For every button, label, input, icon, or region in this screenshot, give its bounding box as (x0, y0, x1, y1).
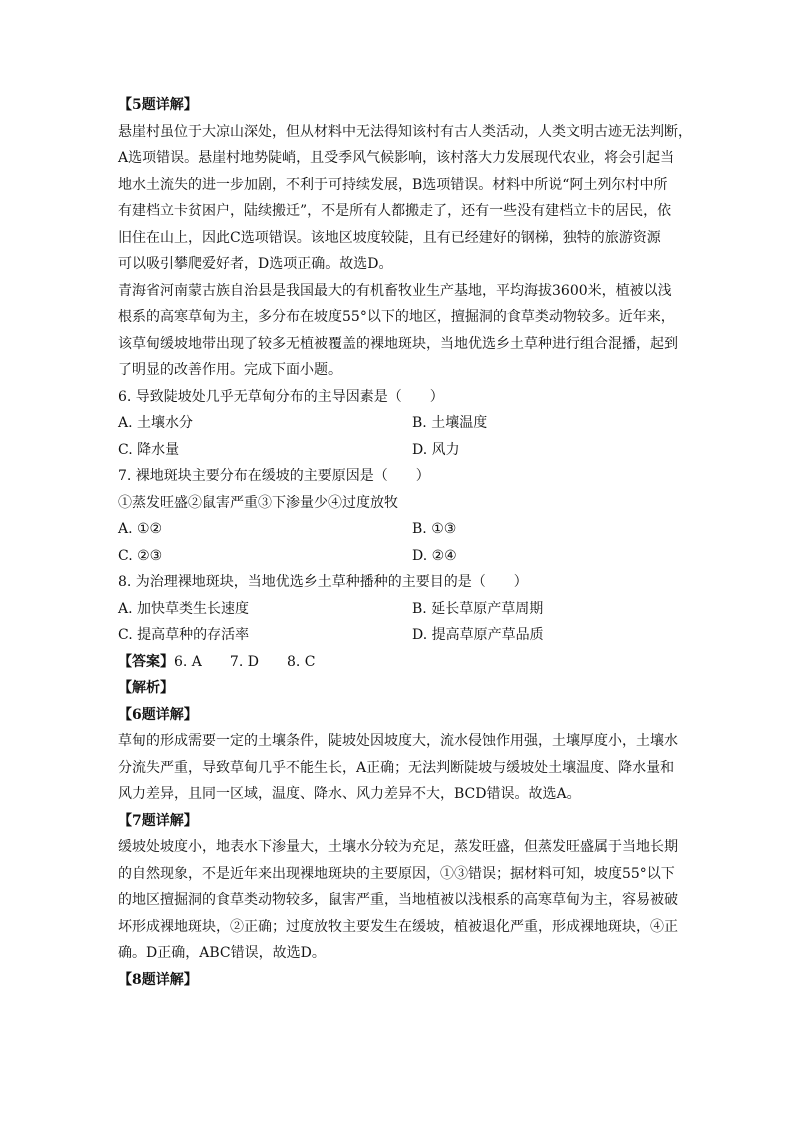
question-stem: 7. 裸地斑块主要分布在缓坡的主要原因是（ ） (118, 468, 430, 484)
section-8-explanation (118, 967, 680, 994)
option-b: B. ①③ (412, 521, 457, 537)
question-6 (118, 384, 680, 464)
option-a: A. 土壤水分 (118, 415, 194, 431)
text-line: A选项错误。悬崖村地势陡峭，且受季风气候影响，该村落大力发展现代农业，将会引起当 (118, 150, 675, 166)
question-stem: 8. 为治理裸地斑块，当地优选乡土草种播种的主要目的是（ ） (118, 574, 528, 590)
material-paragraph (118, 278, 680, 384)
answer-line (118, 649, 680, 676)
text-line: 可以吸引攀爬爱好者，D选项正确。故选D。 (118, 256, 393, 272)
option-a: A. ①② (118, 521, 163, 537)
text-line: 草甸的形成需要一定的土壤条件，陡坡处因坡度大，流水侵蚀作用强，土壤厚度小，土壤水 (118, 733, 678, 749)
option-row (118, 410, 680, 437)
text-line: 该草甸缓坡地带出现了较多无植被覆盖的裸地斑块，当地优选乡土草种进行组合混播，起到 (118, 335, 678, 352)
text-line: 风力差异，且同一区域，温度、降水、风力差异不大，BCD错误。故选A。 (118, 786, 581, 802)
text-line: 根系的高寒草甸为主，多分布在坡度55°以下的地区，擅掘洞的食草类动物较多。近年来， (118, 309, 675, 325)
option-b: B. 土壤温度 (412, 415, 488, 431)
option-c: C. 提高草种的存活率 (118, 627, 250, 643)
section-6-explanation (118, 702, 680, 808)
question-items: ①蒸发旺盛②鼠害严重③下渗量少④过度放牧 (118, 494, 398, 511)
section-heading: 【6题详解】 (118, 706, 198, 723)
option-row (118, 437, 680, 464)
section-5-explanation (118, 92, 692, 278)
paragraph (118, 728, 680, 808)
text-line: 缓坡处坡度小，地表水下渗量大，土壤水分较为充足，蒸发旺盛，但蒸发旺盛属于当地长期 (118, 839, 678, 855)
option-d: D. 风力 (412, 441, 460, 458)
section-7-explanation (118, 808, 680, 967)
option-row (118, 516, 680, 543)
option-a: A. 加快草类生长速度 (118, 600, 250, 617)
paragraph (118, 834, 680, 967)
option-d: D. ②④ (412, 547, 457, 564)
section-heading: 【5题详解】 (118, 97, 198, 113)
analysis-label: 【解析】 (118, 680, 174, 696)
text-line: 的地区擅掘洞的食草类动物较多，鼠害严重，当地植被以浅根系的高寒草甸为主，容易被破 (118, 892, 678, 908)
text-line: 确。D正确，ABC错误，故选D。 (118, 945, 326, 961)
paragraph (118, 119, 692, 278)
answer-label: 【答案】 (118, 653, 174, 670)
text-line: 分流失严重，导致草甸几乎不能生长，A正确；无法判断陡坡与缓坡处土壤温度、降水量和 (118, 759, 675, 776)
document-page (118, 92, 692, 993)
text-line: 坏形成裸地斑块，②正确；过度放牧主要发生在缓坡，植被退化严重，形成裸地斑块，④正 (118, 918, 678, 935)
option-c: C. 降水量 (118, 441, 180, 458)
question-8 (118, 569, 680, 649)
text-line: 了明显的改善作用。完成下面小题。 (118, 362, 342, 378)
option-b: B. 延长草原产草周期 (412, 600, 544, 617)
text-line: 悬崖村虽位于大凉山深处，但从材料中无法得知该村有古人类活动，人类文明古迹无法判断， (118, 123, 692, 140)
question-stem: 6. 导致陡坡处几乎无草甸分布的主导因素是（ ） (118, 388, 444, 405)
answer-text: 6. A 7. D 8. C (174, 653, 316, 670)
text-line: 有建档立卡贫困户，陆续搬迁”，不是所有人都搬走了，还有一些没有建档立卡的居民，依 (118, 203, 672, 219)
option-c: C. ②③ (118, 547, 163, 564)
text-line: 旧住在山上，因此C选项错误。该地区坡度较陡，且有已经建好的钢梯，独特的旅游资源 (118, 229, 661, 246)
text-line: 青海省河南蒙古族自治县是我国最大的有机畜牧业生产基地，平均海拔3600米，植被以浅 (118, 282, 672, 299)
section-heading: 【8题详解】 (118, 971, 198, 988)
section-heading: 【7题详解】 (118, 812, 198, 829)
text-line: 的自然现象，不是近年来出现裸地斑块的主要原因，①③错误；据材料可知，坡度55°以下 (118, 865, 675, 882)
option-d: D. 提高草原产草品质 (412, 627, 544, 643)
option-row (118, 622, 680, 649)
question-7 (118, 463, 680, 569)
option-row (118, 543, 680, 570)
text-line: 地水土流失的进一步加剧，不利于可持续发展，B选项错误。材料中所说“阿土列尔村中所 (118, 176, 668, 193)
option-row (118, 596, 680, 623)
